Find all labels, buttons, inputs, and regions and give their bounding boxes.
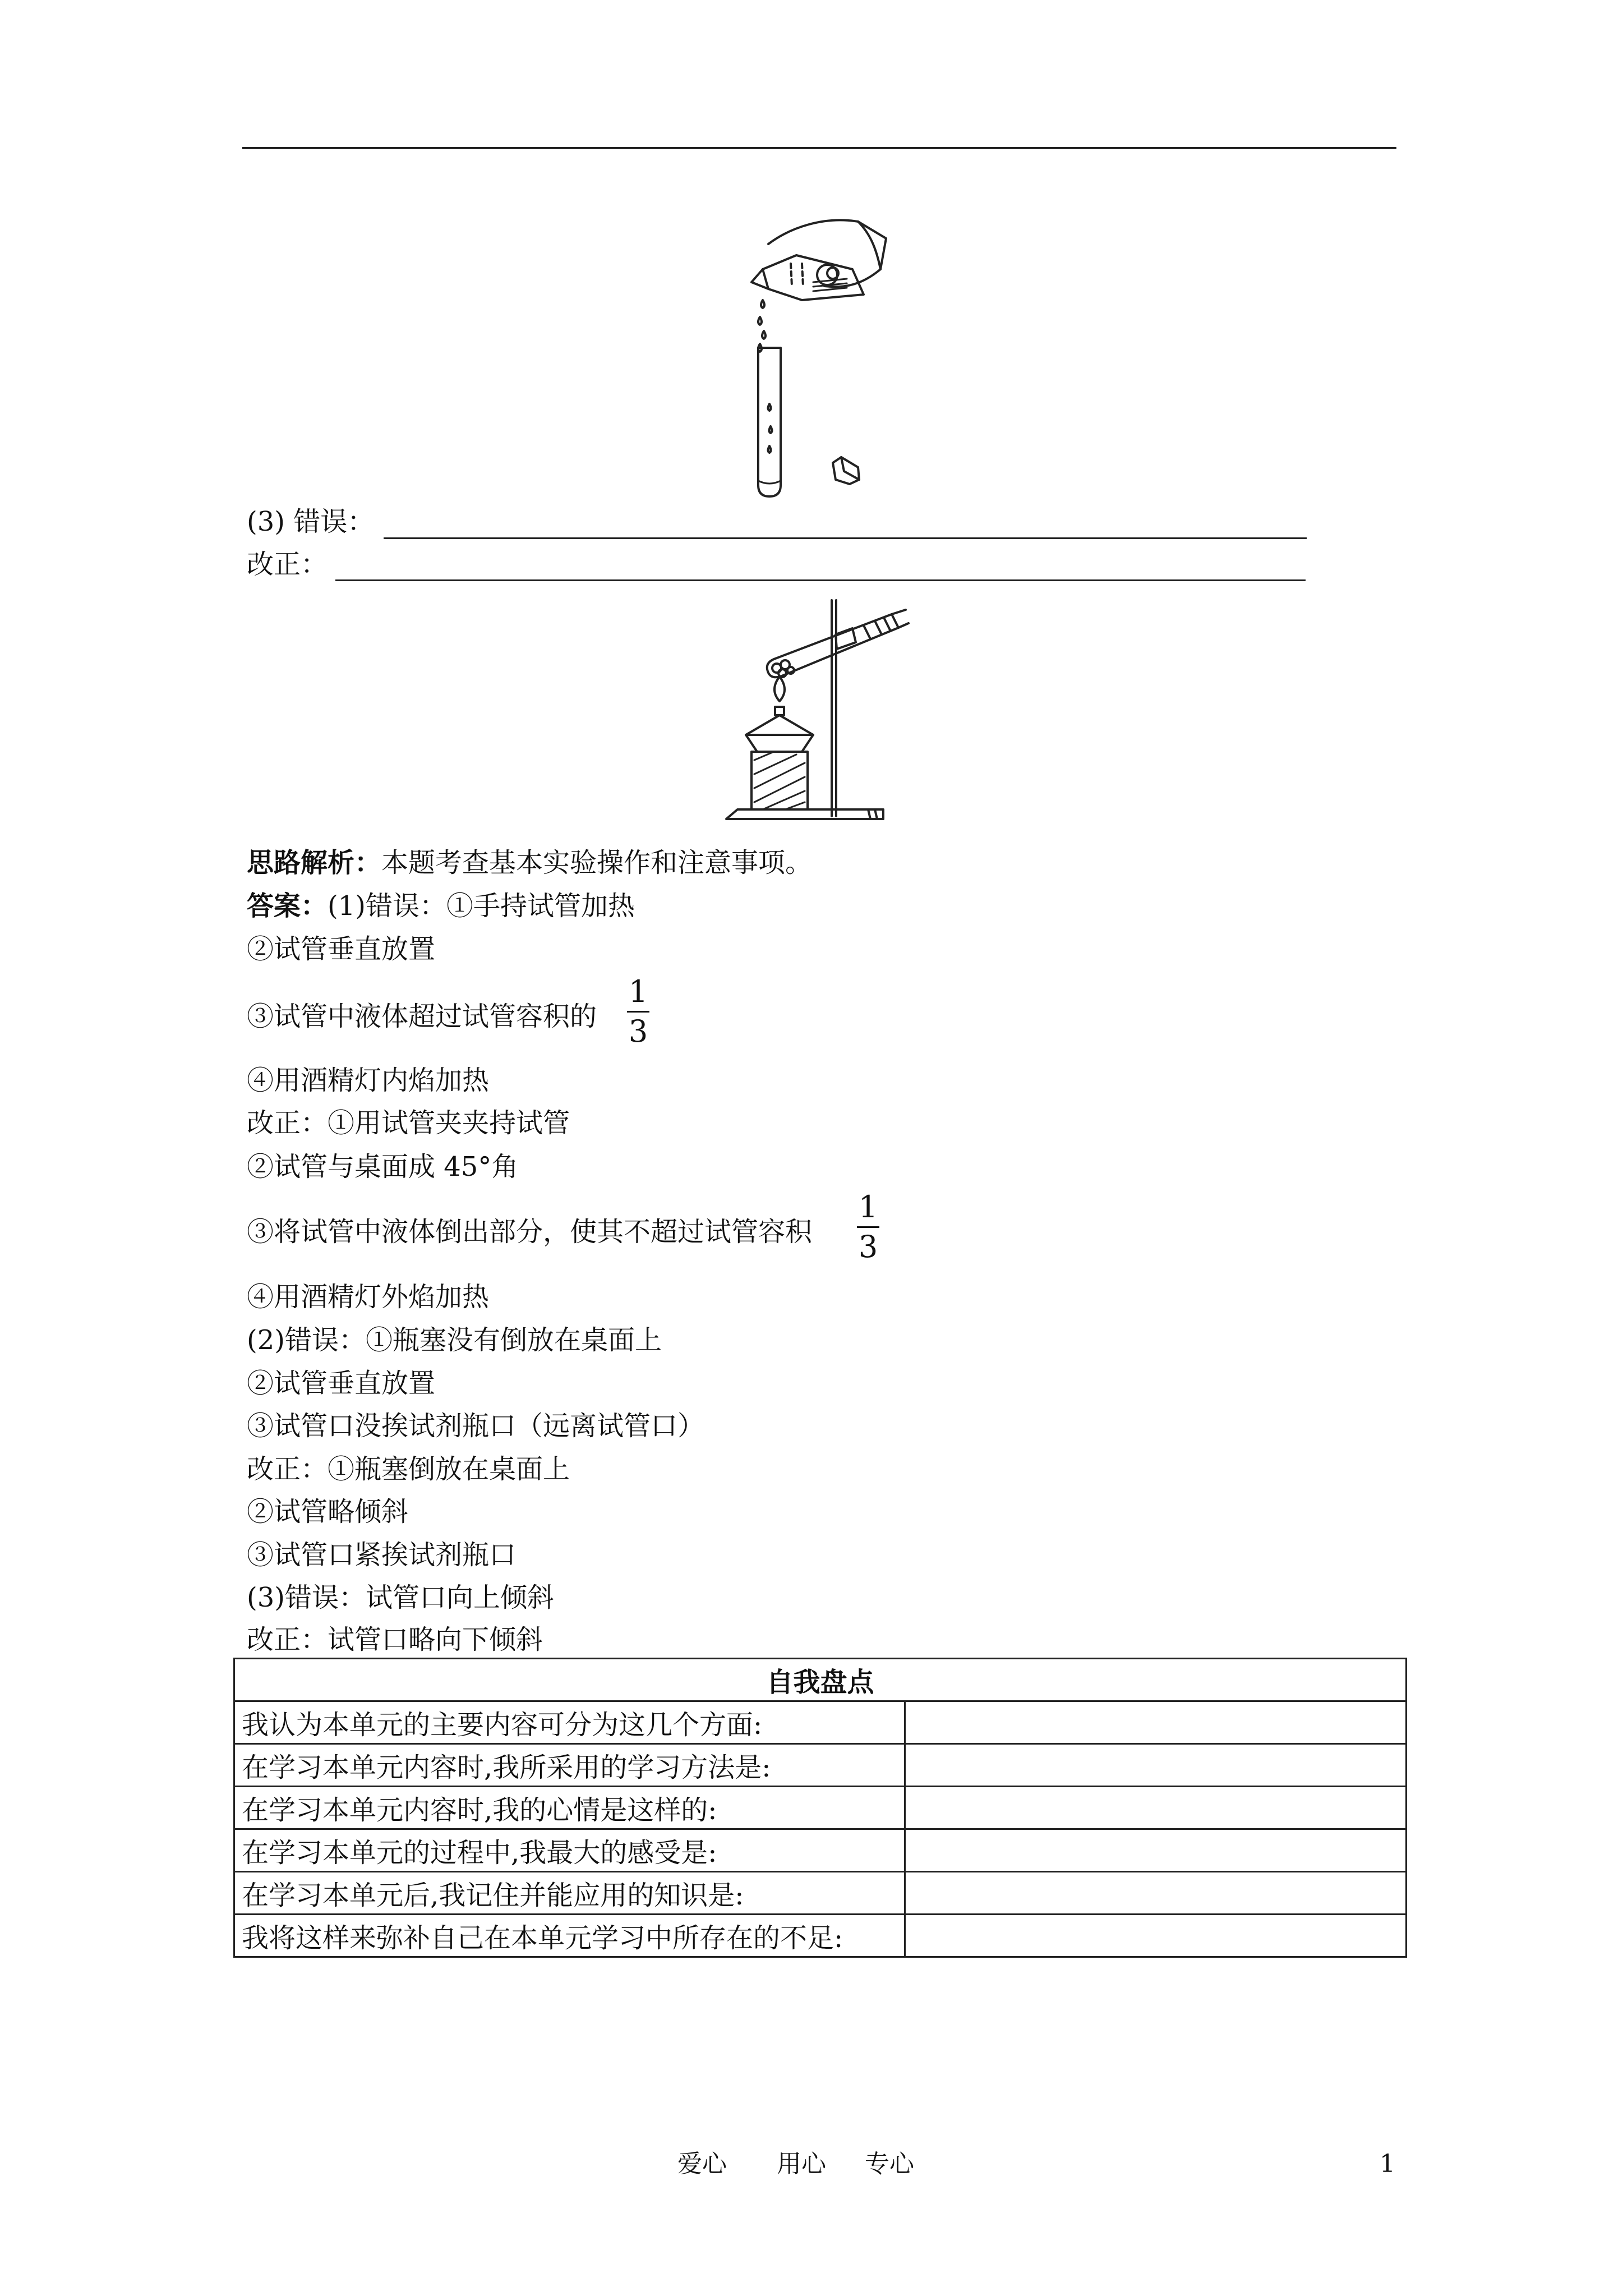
table-row bbox=[234, 1701, 1407, 1744]
q3-error-label: (3) 错误： bbox=[247, 506, 375, 537]
iron-stand-rod bbox=[832, 600, 836, 816]
row-answer-cell[interactable] bbox=[905, 1787, 1407, 1829]
q3-fix-blank[interactable] bbox=[335, 579, 1306, 581]
iron-stand-base bbox=[726, 809, 883, 819]
footer-slogan-3: 专心 bbox=[865, 2150, 914, 2178]
fraction-denominator: 3 bbox=[858, 1229, 878, 1264]
table-row bbox=[234, 1872, 1407, 1915]
table-row bbox=[234, 1787, 1407, 1829]
row-prompt: 我将这样来弥补自己在本单元学习中所存在的不足: bbox=[234, 1915, 905, 1957]
answer-line-3: ③试管中液体超过试管容积的 bbox=[247, 1001, 597, 1032]
heating-apparatus-figure bbox=[723, 597, 920, 833]
answer-line-15: (3)错误：试管口向上倾斜 bbox=[247, 1582, 554, 1613]
row-answer-cell[interactable] bbox=[905, 1915, 1407, 1957]
answer-line-16: 改正：试管口略向下倾斜 bbox=[247, 1624, 543, 1655]
answer-line-4: ④用酒精灯内焰加热 bbox=[247, 1065, 490, 1096]
row-prompt: 在学习本单元内容时,我的心情是这样的: bbox=[234, 1787, 905, 1829]
analysis-line bbox=[247, 846, 812, 880]
self-review-table bbox=[233, 1658, 1407, 1958]
q3-error-blank[interactable] bbox=[384, 537, 1307, 539]
fraction-numerator: 1 bbox=[628, 974, 648, 1009]
reagent-bottle bbox=[763, 255, 864, 300]
fraction-denominator: 3 bbox=[628, 1014, 648, 1049]
row-prompt: 我认为本单元的主要内容可分为这几个方面: bbox=[234, 1701, 905, 1744]
row-answer-cell[interactable] bbox=[905, 1872, 1407, 1915]
answer-line-6: ②试管与桌面成 45°角 bbox=[247, 1151, 519, 1182]
answer-line-8: ④用酒精灯外焰加热 bbox=[247, 1281, 490, 1313]
alcohol-lamp bbox=[746, 715, 813, 752]
q3-fix-label: 改正： bbox=[247, 549, 328, 580]
row-prompt: 在学习本单元内容时,我所采用的学习方法是: bbox=[234, 1744, 905, 1787]
answer-line-13: ②试管略倾斜 bbox=[247, 1496, 409, 1527]
answer-line-1 bbox=[247, 889, 635, 923]
table-row bbox=[234, 1829, 1407, 1872]
analysis-label: 思路解析： bbox=[247, 847, 382, 878]
footer-slogan-2: 用心 bbox=[777, 2150, 826, 2178]
analysis-text: 本题考查基本实验操作和注意事项。 bbox=[381, 847, 813, 878]
header-rule bbox=[242, 147, 1396, 149]
answer-line-2: ②试管垂直放置 bbox=[247, 933, 436, 965]
answer-line-10: ②试管垂直放置 bbox=[247, 1368, 436, 1399]
row-answer-cell[interactable] bbox=[905, 1744, 1407, 1787]
fraction-one-third-2 bbox=[857, 1191, 879, 1263]
pouring-liquid-figure bbox=[729, 216, 897, 508]
footer-slogan-1: 爱心 bbox=[677, 2150, 727, 2178]
answer-line-5: 改正：①用试管夹夹持试管 bbox=[247, 1107, 570, 1139]
fraction-bar bbox=[627, 1011, 649, 1013]
self-review-title: 自我盘点 bbox=[234, 1659, 1407, 1701]
test-tube bbox=[758, 348, 781, 496]
answer-line-12: 改正：①瓶塞倒放在桌面上 bbox=[247, 1453, 570, 1485]
row-prompt: 在学习本单元后,我记住并能应用的知识是: bbox=[234, 1872, 905, 1915]
row-answer-cell[interactable] bbox=[905, 1701, 1407, 1744]
answer-line-11: ③试管口没挨试剂瓶口（远离试管口） bbox=[247, 1410, 705, 1442]
answer-first-line: (1)错误：①手持试管加热 bbox=[328, 890, 635, 922]
bottle-stopper bbox=[833, 457, 859, 484]
drop-icon bbox=[761, 300, 764, 308]
answer-label: 答案： bbox=[247, 890, 328, 922]
page-number: 1 bbox=[1380, 2150, 1395, 2178]
fraction-bar bbox=[857, 1226, 879, 1228]
table-row bbox=[234, 1744, 1407, 1787]
flame-icon bbox=[774, 677, 785, 701]
answer-line-7: ③将试管中液体倒出部分，使其不超过试管容积 bbox=[247, 1216, 813, 1248]
fraction-numerator: 1 bbox=[858, 1189, 878, 1225]
answer-line-14: ③试管口紧挨试剂瓶口 bbox=[247, 1539, 517, 1571]
row-prompt: 在学习本单元的过程中,我最大的感受是: bbox=[234, 1829, 905, 1872]
answer-line-9: (2)错误：①瓶塞没有倒放在桌面上 bbox=[247, 1324, 662, 1356]
table-row bbox=[234, 1915, 1407, 1957]
row-answer-cell[interactable] bbox=[905, 1829, 1407, 1872]
fraction-one-third bbox=[627, 976, 649, 1047]
